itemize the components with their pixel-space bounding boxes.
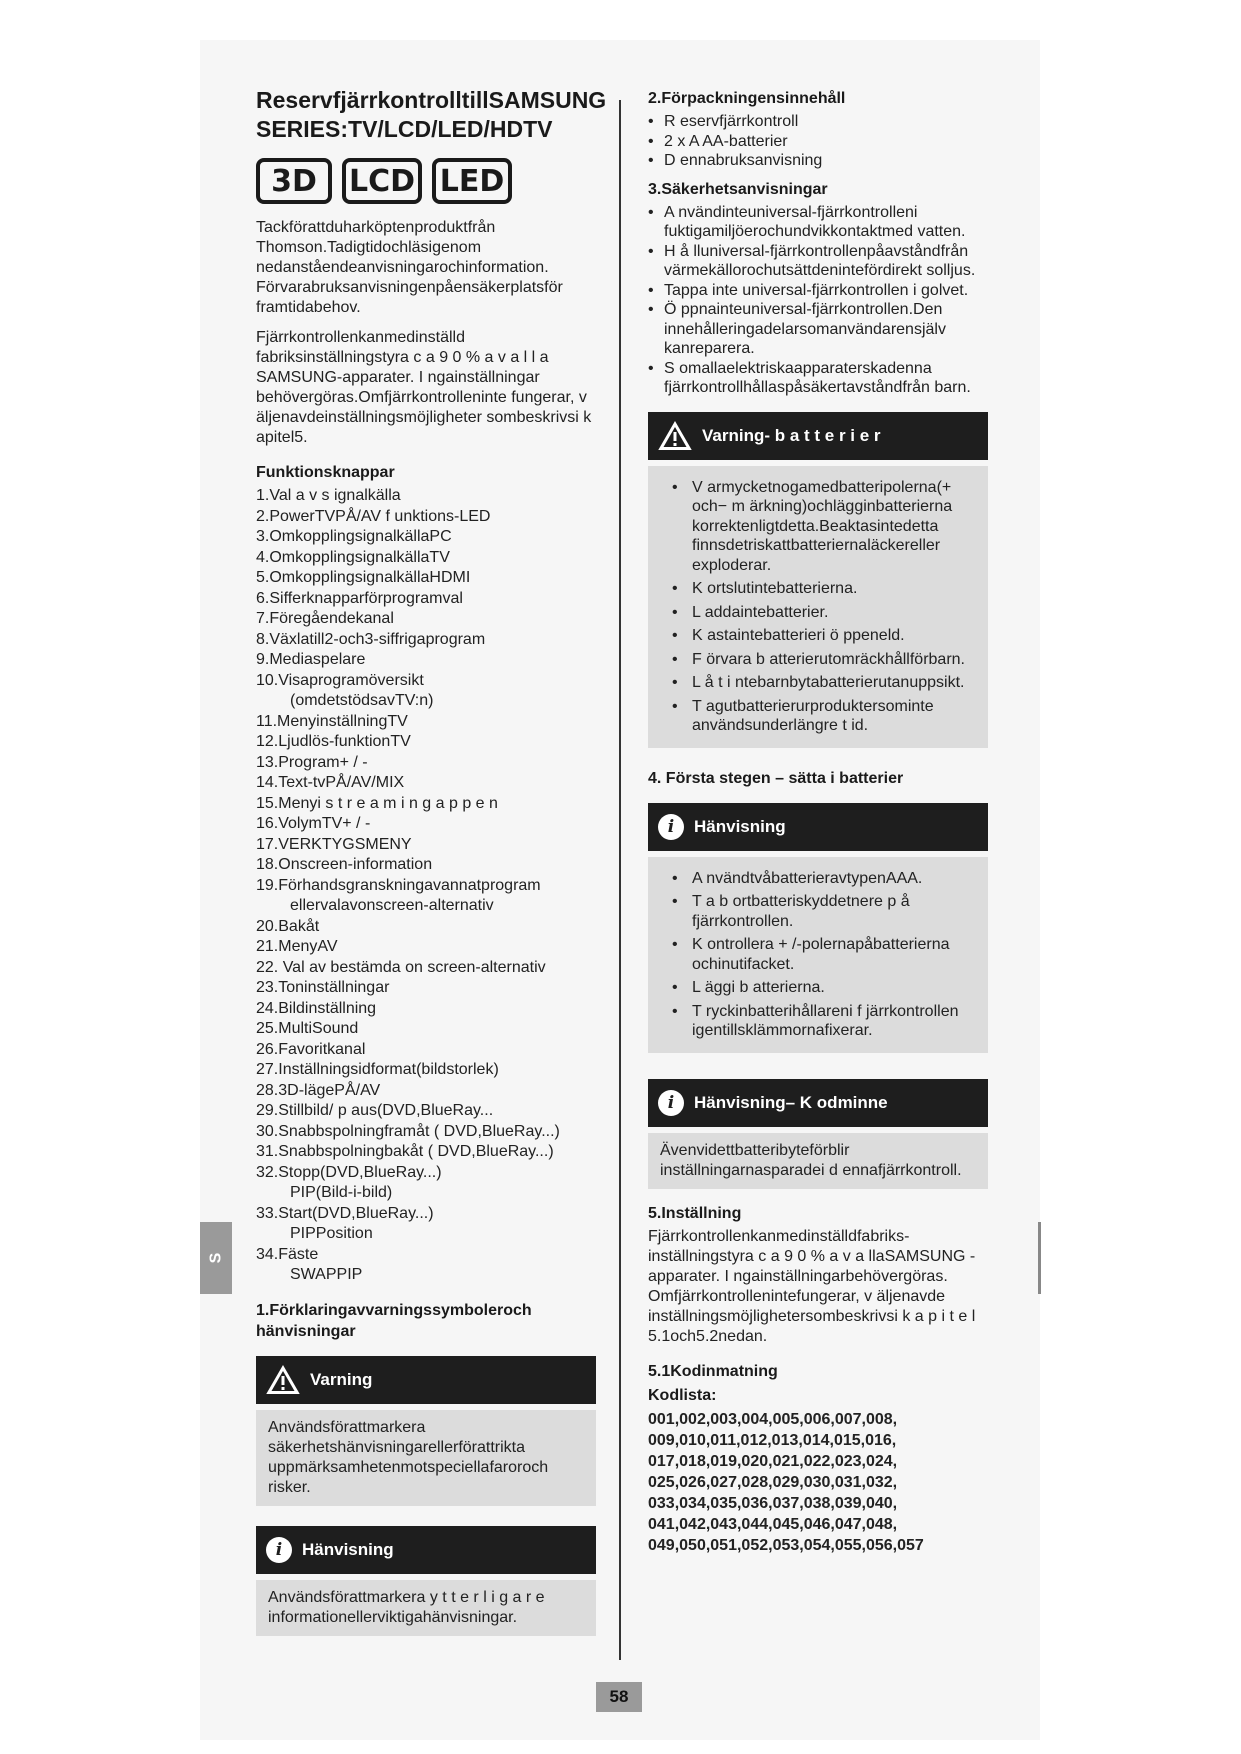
list-item: 27.Inställningsidformat(bildstorlek) (256, 1061, 499, 1078)
code-heading: 5.1Kodinmatning (648, 1362, 778, 1380)
setup-text: Fjärrkontrollenkanmedinställdfabriks- inställningstyra c a 9 0 % a v a llaSAMSUNG -apparater. I ngainställningarbehövergöras. Omfjärrkontrollenintefungerar, v äljenavde inställningsmöjlighetersombeskrivsi k a p i t e l 5.1och5.2nedan. (648, 1227, 976, 1345)
list-item: 2.PowerTVPÅ/AV f unktions-LED (256, 507, 491, 525)
list-item: • 2 x A AA-batterier (648, 132, 988, 152)
list-item: • L å t i ntebarnbytabatterierutanuppsikt. (660, 673, 976, 693)
list-item: 13.Program+ / - (256, 753, 368, 771)
list-item: • Tappa inte universal-fjärrkontrollen i golvet. (648, 281, 988, 301)
code-line: 049,050,051,052,053,054,055,056,057 (648, 1536, 924, 1554)
warning-text: Användsförattmarkera säkerhetshänvisningarellerförattrikta uppmärksamhetenmotspeciellafaroroch risker. (256, 1410, 596, 1506)
list-item: • K astaintebatterieri ö ppeneld. (660, 626, 976, 646)
list-item: • A nvändtvåbatterieravtypenAAA. (660, 869, 976, 889)
info-icon: i (266, 1537, 292, 1563)
code-list (648, 1409, 988, 1556)
list-item: 1.Val a v s ignalkälla (256, 487, 401, 504)
list-item: 7.Föregåendekanal (256, 610, 394, 627)
list-item: 16.VolymTV+ / - (256, 815, 371, 832)
list-item: 11.MenyinställningTV (256, 712, 408, 730)
note1-bar (648, 803, 988, 851)
list-item: 4.OmkopplingsignalkällaTV (256, 548, 450, 566)
list-item: • D ennabruksanvisning (648, 151, 988, 171)
list-item: SWAPPIP (290, 1266, 363, 1283)
note-label: Hänvisning (302, 1539, 394, 1559)
list-item: 10.Visaprogramöversikt (256, 671, 424, 689)
functions-heading: Funktionsknappar (256, 464, 395, 481)
safety-list (648, 203, 988, 398)
list-item: 29.Stillbild/ p aus(DVD,BlueRay... (256, 1102, 494, 1119)
battery-warning-label: Varning- b a t t e r i e r (702, 425, 881, 445)
info-icon: i (658, 814, 684, 840)
list-item: • F örvara b atterierutomräckhållförbarn. (660, 650, 976, 670)
list-item: 9.Mediaspelare (256, 651, 366, 668)
logo-lcd: LCD (342, 158, 422, 204)
list-item: • V armycketnogamedbatteripolerna(+ och− m ärkning)ochlägginbatterierna korrektenligtdetta.Beaktasintedetta finnsdetriskattbatteriernaläckereller exploderar. (660, 478, 976, 576)
list-item: 14.Text-tvPÅ/AV/MIX (256, 774, 405, 791)
list-item: • L addaintebatterier. (660, 603, 976, 623)
feature-logos (256, 158, 596, 204)
list-item: • T a b ortbatteriskyddetnere p å fjärrkontrollen. (660, 892, 976, 931)
list-item: 15.Menyi s t r e a m i n g a p p e n (256, 794, 498, 812)
list-item: 31.Snabbspolningbakåt ( DVD,BlueRay...) (256, 1143, 554, 1160)
note2-label: Hänvisning– K odminne (694, 1092, 888, 1112)
list-item: 25.MultiSound (256, 1020, 359, 1037)
page-number: 58 (596, 1682, 642, 1712)
list-item: 33.Start(DVD,BlueRay...) (256, 1204, 434, 1222)
list-item: 28.3D-lägePÅ/AV (256, 1081, 381, 1099)
list-item: • K ontrollera + /-polernapåbatterierna ochinutifacket. (660, 935, 976, 974)
setup-heading: 5.Inställning (648, 1204, 742, 1222)
code-line: 017,018,019,020,021,022,023,024, (648, 1452, 898, 1470)
first-steps-heading: 4. Första stegen – sätta i batterier (648, 769, 904, 787)
list-item: 32.Stopp(DVD,BlueRay...) (256, 1163, 442, 1181)
list-item: • T agutbatterierurproduktersominte användsunderlängre t id. (660, 697, 976, 736)
list-item: 26.Favoritkanal (256, 1040, 366, 1058)
info-icon: i (658, 1090, 684, 1116)
list-item: ellervalavonscreen-alternativ (290, 897, 494, 914)
edge-marker (1038, 1222, 1041, 1294)
list-item: 3.OmkopplingsignalkällaPC (256, 528, 452, 545)
list-item: 8.Växlatill2-och3-siffrigaprogram (256, 630, 486, 648)
code-line: 009,010,011,012,013,014,015,016, (648, 1431, 897, 1449)
warning-triangle-icon (266, 1365, 300, 1395)
package-heading: 2.Förpackningensinnehåll (648, 90, 846, 107)
language-tab: S (200, 1222, 232, 1294)
list-item: • S omallaelektriskaapparaterskadenna fjärrkontrollhållaspåsäkertavståndfrån barn. (648, 359, 988, 398)
list-item: 24.Bildinställning (256, 999, 377, 1017)
list-item: 22. Val av bestämda on screen-alternativ (256, 958, 546, 976)
safety-heading: 3.Säkerhetsanvisningar (648, 180, 828, 198)
list-item: 20.Bakåt (256, 917, 320, 935)
codelist-label: Kodlista: (648, 1386, 717, 1404)
package-list (648, 112, 988, 171)
code-line: 033,034,035,036,037,038,039,040, (648, 1494, 898, 1512)
note2-text: Ävenvidettbatteribyteförblir inställningarnasparadei d ennafjärrkontroll. (648, 1133, 988, 1189)
battery-warning-bar (648, 412, 988, 460)
list-item: • R eservfjärrkontroll (648, 112, 988, 132)
right-column (648, 88, 988, 1556)
note-bar (256, 1526, 596, 1574)
list-item: • Ö ppnainteuniversal-fjärrkontrollen.Den innehålleringadelarsomanvändarensjälv kanreparera. (648, 300, 988, 359)
document-title: ReservfjärrkontrolltillSAMSUNG SERIES:TV/LCD/LED/HDTV (256, 87, 607, 142)
compat-paragraph: Fjärrkontrollenkanmedinställd fabriksinställningstyra c a 9 0 % a v a l l a SAMSUNG-apparater. I ngainställningar behövergöras.Omfjärrkontrolleninte fungerar, v äljenavdeinställningsmöjligheter sombeskrivsi k apitel5. (256, 329, 592, 446)
list-item: • H å lluniversal-fjärrkontrollenpåavståndfrån värmekällorochutsättdenintefördirekt solljus. (648, 242, 988, 281)
column-divider (619, 100, 621, 1660)
list-item: 23.Toninställningar (256, 979, 390, 996)
left-column (256, 86, 607, 1636)
function-list (256, 486, 596, 1286)
note2-bar (648, 1079, 988, 1127)
logo-3d: 3D (256, 158, 332, 204)
list-item: • K ortslutintebatterierna. (660, 579, 976, 599)
list-item: 34.Fäste (256, 1245, 319, 1263)
code-line: 041,042,043,044,045,046,047,048, (648, 1515, 898, 1533)
list-item: PIP(Bild-i-bild) (290, 1184, 393, 1201)
warning-label: Varning (310, 1369, 373, 1389)
list-item: 19.Förhandsgranskningavannatprogram (256, 876, 541, 894)
list-item: (omdetstödsavTV:n) (290, 692, 434, 709)
intro-paragraph: Tackförattduharköptenproduktfrån Thomson.Tadigtidochläsigenom nedanståendeanvisningarochinformation. Förvarabruksanvisningenpåensäkerplatsför framtidabehov. (256, 219, 563, 316)
list-item: 12.Ljudlös-funktionTV (256, 733, 411, 750)
symbols-heading: 1.Förklaringavvarningssymboleroch hänvisningar (256, 1301, 532, 1340)
list-item: 6.Sifferknapparförprogramval (256, 589, 463, 607)
list-item: • A nvändinteuniversal-fjärrkontrolleni fuktigamiljöerochundvikkontaktmed vatten. (648, 203, 988, 242)
list-item: 30.Snabbspolningframåt ( DVD,BlueRay...) (256, 1122, 560, 1140)
battery-warning-box (648, 466, 988, 748)
list-item: PIPPosition (290, 1225, 373, 1242)
list-item: • L äggi b atterierna. (660, 978, 976, 998)
warning-triangle-icon (658, 421, 692, 451)
logo-led: LED (432, 158, 512, 204)
list-item: 21.MenyAV (256, 938, 338, 955)
list-item: • T ryckinbatterihållareni f järrkontrollen igentillsklämmornafixerar. (660, 1002, 976, 1041)
note1-box (648, 857, 988, 1053)
code-line: 025,026,027,028,029,030,031,032, (648, 1473, 898, 1491)
code-line: 001,002,003,004,005,006,007,008, (648, 1410, 898, 1428)
list-item: 5.OmkopplingsignalkällaHDMI (256, 569, 471, 586)
warning-bar (256, 1356, 596, 1404)
list-item: 18.Onscreen-information (256, 856, 433, 873)
note-text: Användsförattmarkera y t t e r l i g a r e informationellerviktigahänvisningar. (256, 1580, 596, 1636)
list-item: 17.VERKTYGSMENY (256, 835, 412, 853)
note1-label: Hänvisning (694, 816, 786, 836)
